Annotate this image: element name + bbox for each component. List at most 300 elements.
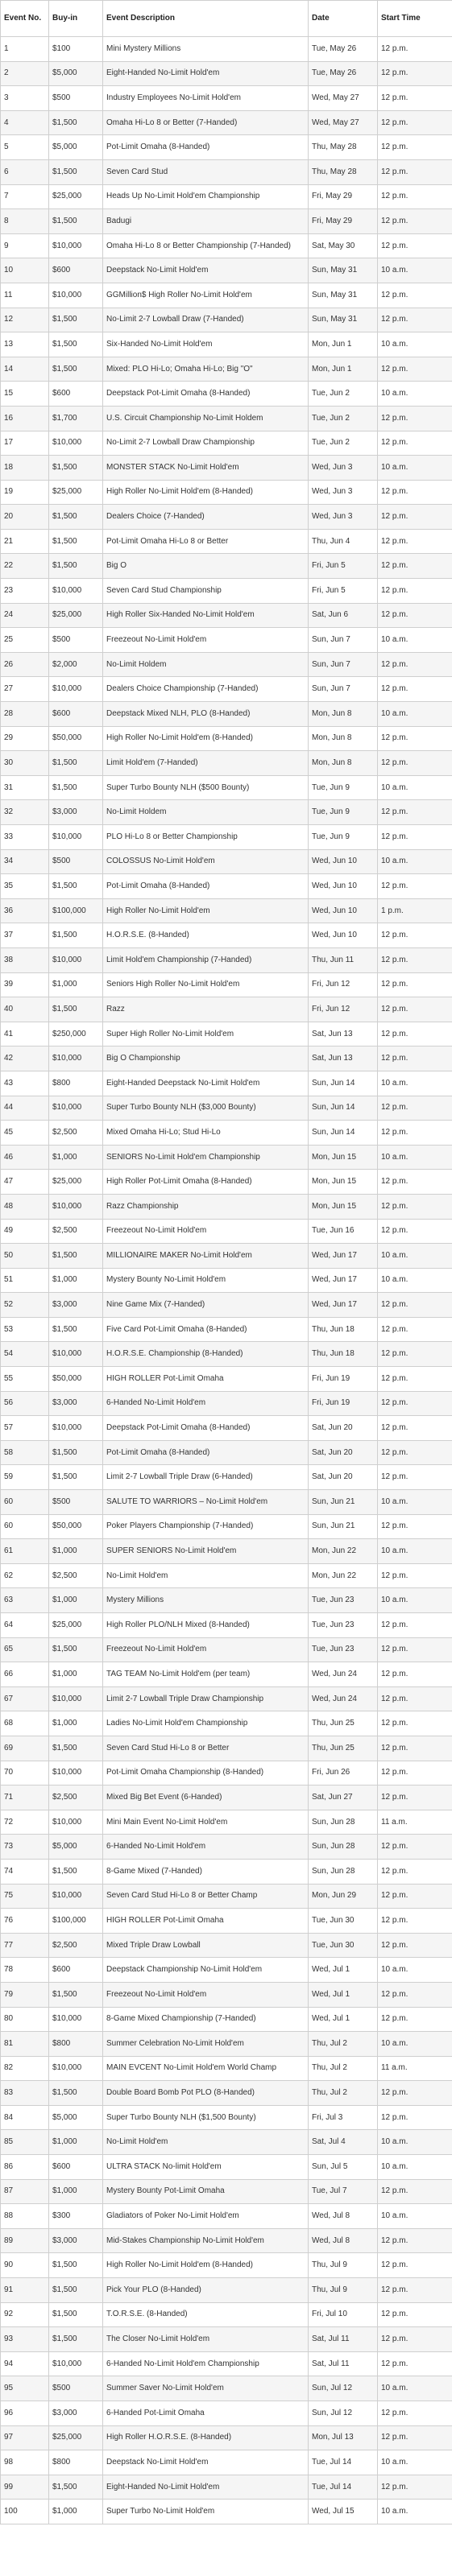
event-no-cell: 100: [1, 2500, 49, 2524]
buy-in-cell: $1,000: [49, 1662, 103, 1687]
date-cell: Mon, Jun 1: [309, 357, 378, 382]
event-description-cell: ULTRA STACK No-limit Hold'em: [103, 2155, 309, 2180]
start-time-cell: 10 a.m.: [378, 1490, 452, 1515]
event-description-cell: Deepstack Pot-Limit Omaha (8-Handed): [103, 382, 309, 407]
start-time-cell: 12 p.m.: [378, 726, 452, 751]
event-no-cell: 42: [1, 1046, 49, 1071]
event-description-cell: Super Turbo Bounty NLH ($500 Bounty): [103, 775, 309, 800]
table-row: [1, 1046, 452, 1071]
table-row: [1, 382, 452, 407]
date-cell: Tue, Jun 23: [309, 1588, 378, 1613]
table-row: [1, 1268, 452, 1293]
start-time-cell: 12 p.m.: [378, 2425, 452, 2450]
event-no-cell: 97: [1, 2425, 49, 2450]
event-no-cell: 49: [1, 1219, 49, 1244]
event-no-cell: 5: [1, 135, 49, 160]
start-time-cell: 10 a.m.: [378, 1958, 452, 1983]
date-cell: Tue, Jun 9: [309, 825, 378, 850]
table-row: [1, 1022, 452, 1046]
event-no-cell: 40: [1, 997, 49, 1022]
start-time-cell: 12 p.m.: [378, 677, 452, 702]
buy-in-cell: $1,500: [49, 1982, 103, 2007]
buy-in-cell: $3,000: [49, 2401, 103, 2426]
date-cell: Wed, Jun 3: [309, 456, 378, 481]
table-row: [1, 1958, 452, 1983]
table-row: [1, 529, 452, 554]
event-no-cell: 73: [1, 1835, 49, 1860]
date-cell: Sun, May 31: [309, 283, 378, 308]
buy-in-cell: $3,000: [49, 2228, 103, 2253]
date-cell: Tue, Jun 30: [309, 1909, 378, 1934]
date-cell: Wed, Jun 3: [309, 480, 378, 505]
buy-in-cell: $500: [49, 628, 103, 653]
event-no-cell: 74: [1, 1859, 49, 1884]
event-no-cell: 46: [1, 1145, 49, 1170]
buy-in-cell: $1,500: [49, 2081, 103, 2106]
event-no-cell: 67: [1, 1686, 49, 1711]
date-cell: Fri, Jul 10: [309, 2302, 378, 2327]
event-description-cell: Poker Players Championship (7-Handed): [103, 1514, 309, 1539]
table-row: [1, 184, 452, 209]
event-no-cell: 52: [1, 1293, 49, 1318]
table-row: [1, 2302, 452, 2327]
start-time-cell: 12 p.m.: [378, 947, 452, 972]
buy-in-cell: $1,500: [49, 159, 103, 184]
table-row: [1, 849, 452, 874]
date-cell: Mon, Jun 29: [309, 1884, 378, 1909]
event-no-cell: 1: [1, 37, 49, 62]
event-description-cell: Omaha Hi-Lo 8 or Better (7-Handed): [103, 110, 309, 135]
buy-in-cell: $1,500: [49, 2253, 103, 2278]
table-row: [1, 1736, 452, 1761]
table-row: [1, 898, 452, 923]
table-row: [1, 1293, 452, 1318]
event-no-cell: 24: [1, 603, 49, 628]
start-time-cell: 10 a.m.: [378, 1145, 452, 1170]
date-cell: Fri, May 29: [309, 209, 378, 234]
event-no-cell: 65: [1, 1637, 49, 1662]
buy-in-cell: $10,000: [49, 2351, 103, 2376]
date-cell: Thu, Jul 9: [309, 2278, 378, 2303]
date-cell: Wed, Jun 17: [309, 1293, 378, 1318]
event-description-cell: Industry Employees No-Limit Hold'em: [103, 86, 309, 111]
start-time-cell: 1 p.m.: [378, 898, 452, 923]
buy-in-cell: $1,000: [49, 1711, 103, 1736]
event-no-cell: 70: [1, 1761, 49, 1785]
start-time-cell: 10 a.m.: [378, 849, 452, 874]
start-time-cell: 12 p.m.: [378, 2278, 452, 2303]
start-time-cell: 10 a.m.: [378, 2032, 452, 2057]
buy-in-cell: $1,000: [49, 1145, 103, 1170]
event-description-cell: Deepstack Championship No-Limit Hold'em: [103, 1958, 309, 1983]
start-time-cell: 12 p.m.: [378, 61, 452, 86]
start-time-cell: 12 p.m.: [378, 431, 452, 456]
buy-in-cell: $600: [49, 382, 103, 407]
event-no-cell: 95: [1, 2376, 49, 2401]
buy-in-cell: $1,500: [49, 110, 103, 135]
table-row: [1, 554, 452, 579]
event-description-cell: Freezeout No-Limit Hold'em: [103, 628, 309, 653]
start-time-cell: 12 p.m.: [378, 233, 452, 258]
event-description-cell: Big O Championship: [103, 1046, 309, 1071]
header-date: Date: [309, 1, 378, 37]
table-row: [1, 61, 452, 86]
table-row: [1, 1071, 452, 1096]
table-row: [1, 1539, 452, 1564]
date-cell: Thu, May 28: [309, 135, 378, 160]
event-no-cell: 9: [1, 233, 49, 258]
event-description-cell: Gladiators of Poker No-Limit Hold'em: [103, 2204, 309, 2229]
event-no-cell: 63: [1, 1588, 49, 1613]
start-time-cell: 12 p.m.: [378, 2351, 452, 2376]
table-row: [1, 1096, 452, 1121]
event-no-cell: 85: [1, 2130, 49, 2155]
buy-in-cell: $25,000: [49, 1613, 103, 1638]
table-row: [1, 677, 452, 702]
event-description-cell: Big O: [103, 554, 309, 579]
start-time-cell: 12 p.m.: [378, 554, 452, 579]
event-no-cell: 32: [1, 800, 49, 825]
buy-in-cell: $1,000: [49, 2130, 103, 2155]
event-description-cell: PLO Hi-Lo 8 or Better Championship: [103, 825, 309, 850]
table-row: [1, 923, 452, 948]
date-cell: Wed, Jun 24: [309, 1662, 378, 1687]
event-description-cell: 8-Game Mixed (7-Handed): [103, 1859, 309, 1884]
buy-in-cell: $500: [49, 2376, 103, 2401]
start-time-cell: 12 p.m.: [378, 86, 452, 111]
start-time-cell: 10 a.m.: [378, 2130, 452, 2155]
event-no-cell: 61: [1, 1539, 49, 1564]
event-no-cell: 81: [1, 2032, 49, 2057]
start-time-cell: 12 p.m.: [378, 505, 452, 530]
date-cell: Mon, Jun 8: [309, 702, 378, 727]
event-no-cell: 53: [1, 1317, 49, 1342]
event-no-cell: 16: [1, 406, 49, 431]
event-no-cell: 14: [1, 357, 49, 382]
event-no-cell: 6: [1, 159, 49, 184]
table-row: [1, 1835, 452, 1860]
buy-in-cell: $100: [49, 37, 103, 62]
date-cell: Thu, Jun 18: [309, 1342, 378, 1367]
start-time-cell: 12 p.m.: [378, 1046, 452, 1071]
buy-in-cell: $1,500: [49, 529, 103, 554]
event-no-cell: 33: [1, 825, 49, 850]
event-no-cell: 72: [1, 1810, 49, 1835]
event-no-cell: 54: [1, 1342, 49, 1367]
date-cell: Fri, Jun 19: [309, 1367, 378, 1392]
buy-in-cell: $600: [49, 702, 103, 727]
event-description-cell: Super Turbo Bounty NLH ($1,500 Bounty): [103, 2105, 309, 2130]
start-time-cell: 12 p.m.: [378, 110, 452, 135]
date-cell: Tue, Jul 7: [309, 2179, 378, 2204]
start-time-cell: 12 p.m.: [378, 1884, 452, 1909]
date-cell: Fri, Jun 5: [309, 579, 378, 604]
event-description-cell: Freezeout No-Limit Hold'em: [103, 1219, 309, 1244]
start-time-cell: 12 p.m.: [378, 997, 452, 1022]
table-row: [1, 1859, 452, 1884]
start-time-cell: 12 p.m.: [378, 406, 452, 431]
start-time-cell: 12 p.m.: [378, 1711, 452, 1736]
buy-in-cell: $10,000: [49, 1686, 103, 1711]
event-description-cell: Omaha Hi-Lo 8 or Better Championship (7-Handed): [103, 233, 309, 258]
buy-in-cell: $500: [49, 1490, 103, 1515]
table-row: [1, 1982, 452, 2007]
event-description-cell: Freezeout No-Limit Hold'em: [103, 1637, 309, 1662]
start-time-cell: 12 p.m.: [378, 1736, 452, 1761]
event-no-cell: 90: [1, 2253, 49, 2278]
event-description-cell: Seven Card Stud: [103, 159, 309, 184]
event-no-cell: 59: [1, 1465, 49, 1490]
table-row: [1, 1416, 452, 1441]
start-time-cell: 11 a.m.: [378, 1810, 452, 1835]
date-cell: Tue, Jul 14: [309, 2450, 378, 2475]
date-cell: Wed, Jul 1: [309, 1958, 378, 1983]
start-time-cell: 12 p.m.: [378, 800, 452, 825]
event-description-cell: High Roller No-Limit Hold'em: [103, 898, 309, 923]
table-row: [1, 947, 452, 972]
table-row: [1, 702, 452, 727]
date-cell: Mon, Jun 1: [309, 332, 378, 357]
start-time-cell: 10 a.m.: [378, 702, 452, 727]
event-no-cell: 71: [1, 1785, 49, 1810]
event-no-cell: 87: [1, 2179, 49, 2204]
buy-in-cell: $2,500: [49, 1121, 103, 1146]
buy-in-cell: $3,000: [49, 1293, 103, 1318]
event-no-cell: 57: [1, 1416, 49, 1441]
event-description-cell: 6-Handed No-Limit Hold'em: [103, 1391, 309, 1416]
date-cell: Sun, Jun 14: [309, 1096, 378, 1121]
table-row: [1, 726, 452, 751]
event-description-cell: The Closer No-Limit Hold'em: [103, 2327, 309, 2352]
start-time-cell: 12 p.m.: [378, 1982, 452, 2007]
buy-in-cell: $1,000: [49, 2179, 103, 2204]
buy-in-cell: $600: [49, 258, 103, 283]
event-description-cell: SALUTE TO WARRIORS – No-Limit Hold'em: [103, 1490, 309, 1515]
table-row: [1, 2425, 452, 2450]
table-row: [1, 1686, 452, 1711]
start-time-cell: 12 p.m.: [378, 1293, 452, 1318]
table-row: [1, 775, 452, 800]
event-no-cell: 69: [1, 1736, 49, 1761]
table-row: [1, 1711, 452, 1736]
event-description-cell: Deepstack No-Limit Hold'em: [103, 2450, 309, 2475]
buy-in-cell: $1,500: [49, 1736, 103, 1761]
table-body: [1, 37, 452, 2524]
start-time-cell: 10 a.m.: [378, 382, 452, 407]
start-time-cell: 12 p.m.: [378, 308, 452, 332]
buy-in-cell: $25,000: [49, 480, 103, 505]
buy-in-cell: $1,500: [49, 1317, 103, 1342]
event-description-cell: Mixed: PLO Hi-Lo; Omaha Hi-Lo; Big "O": [103, 357, 309, 382]
date-cell: Sun, Jun 7: [309, 628, 378, 653]
buy-in-cell: $1,500: [49, 209, 103, 234]
table-row: [1, 1342, 452, 1367]
table-row: [1, 1514, 452, 1539]
start-time-cell: 12 p.m.: [378, 1637, 452, 1662]
date-cell: Wed, Jun 24: [309, 1686, 378, 1711]
table-row: [1, 603, 452, 628]
start-time-cell: 12 p.m.: [378, 1416, 452, 1441]
table-row: [1, 308, 452, 332]
event-no-cell: 36: [1, 898, 49, 923]
event-no-cell: 4: [1, 110, 49, 135]
event-no-cell: 48: [1, 1194, 49, 1219]
table-row: [1, 800, 452, 825]
date-cell: Fri, Jun 12: [309, 972, 378, 997]
event-no-cell: 10: [1, 258, 49, 283]
start-time-cell: 12 p.m.: [378, 1563, 452, 1588]
buy-in-cell: $1,500: [49, 1637, 103, 1662]
table-row: [1, 2081, 452, 2106]
date-cell: Mon, Jun 8: [309, 751, 378, 776]
start-time-cell: 12 p.m.: [378, 2081, 452, 2106]
event-description-cell: Eight-Handed No-Limit Hold'em: [103, 61, 309, 86]
date-cell: Sat, Jul 4: [309, 2130, 378, 2155]
table-row: [1, 456, 452, 481]
buy-in-cell: $10,000: [49, 1342, 103, 1367]
start-time-cell: 12 p.m.: [378, 159, 452, 184]
event-no-cell: 96: [1, 2401, 49, 2426]
start-time-cell: 10 a.m.: [378, 2155, 452, 2180]
table-row: [1, 357, 452, 382]
buy-in-cell: $2,500: [49, 1563, 103, 1588]
start-time-cell: 12 p.m.: [378, 184, 452, 209]
buy-in-cell: $10,000: [49, 1416, 103, 1441]
table-row: [1, 2475, 452, 2500]
buy-in-cell: $5,000: [49, 135, 103, 160]
buy-in-cell: $1,500: [49, 874, 103, 899]
start-time-cell: 12 p.m.: [378, 1785, 452, 1810]
start-time-cell: 10 a.m.: [378, 775, 452, 800]
event-no-cell: 79: [1, 1982, 49, 2007]
start-time-cell: 12 p.m.: [378, 1367, 452, 1392]
table-row: [1, 1933, 452, 1958]
event-no-cell: 19: [1, 480, 49, 505]
date-cell: Thu, Jun 18: [309, 1317, 378, 1342]
date-cell: Wed, Jun 10: [309, 849, 378, 874]
event-description-cell: Mid-Stakes Championship No-Limit Hold'em: [103, 2228, 309, 2253]
table-row: [1, 1194, 452, 1219]
event-no-cell: 78: [1, 1958, 49, 1983]
table-row: [1, 874, 452, 899]
event-no-cell: 82: [1, 2056, 49, 2081]
date-cell: Wed, Jul 8: [309, 2228, 378, 2253]
buy-in-cell: $1,000: [49, 972, 103, 997]
table-row: [1, 825, 452, 850]
event-no-cell: 34: [1, 849, 49, 874]
start-time-cell: 12 p.m.: [378, 1613, 452, 1638]
date-cell: Tue, Jun 16: [309, 1219, 378, 1244]
event-no-cell: 41: [1, 1022, 49, 1046]
date-cell: Sun, May 31: [309, 308, 378, 332]
buy-in-cell: $1,500: [49, 1859, 103, 1884]
start-time-cell: 12 p.m.: [378, 1440, 452, 1465]
date-cell: Sun, Jun 14: [309, 1121, 378, 1146]
table-row: [1, 1219, 452, 1244]
buy-in-cell: $800: [49, 1071, 103, 1096]
event-no-cell: 18: [1, 456, 49, 481]
event-description-cell: Dealers Choice (7-Handed): [103, 505, 309, 530]
event-no-cell: 83: [1, 2081, 49, 2106]
event-description-cell: T.O.R.S.E. (8-Handed): [103, 2302, 309, 2327]
start-time-cell: 12 p.m.: [378, 825, 452, 850]
event-no-cell: 80: [1, 2007, 49, 2032]
table-row: [1, 2204, 452, 2229]
event-description-cell: High Roller No-Limit Hold'em (8-Handed): [103, 2253, 309, 2278]
buy-in-cell: $1,500: [49, 554, 103, 579]
start-time-cell: 12 p.m.: [378, 2401, 452, 2426]
buy-in-cell: $1,500: [49, 1244, 103, 1269]
date-cell: Sat, Jul 11: [309, 2327, 378, 2352]
date-cell: Sat, Jun 20: [309, 1416, 378, 1441]
table-row: [1, 972, 452, 997]
date-cell: Thu, Jul 2: [309, 2032, 378, 2057]
event-no-cell: 29: [1, 726, 49, 751]
table-row: [1, 1391, 452, 1416]
buy-in-cell: $1,500: [49, 2327, 103, 2352]
table-row: [1, 2253, 452, 2278]
date-cell: Tue, Jun 9: [309, 800, 378, 825]
event-no-cell: 56: [1, 1391, 49, 1416]
table-row: [1, 431, 452, 456]
date-cell: Thu, Jul 2: [309, 2056, 378, 2081]
date-cell: Mon, Jun 15: [309, 1194, 378, 1219]
header-start-time: Start Time: [378, 1, 452, 37]
buy-in-cell: $1,000: [49, 1588, 103, 1613]
start-time-cell: 12 p.m.: [378, 1391, 452, 1416]
date-cell: Mon, Jun 15: [309, 1170, 378, 1195]
table-row: [1, 1909, 452, 1934]
buy-in-cell: $50,000: [49, 726, 103, 751]
date-cell: Sun, Jul 12: [309, 2401, 378, 2426]
start-time-cell: 12 p.m.: [378, 1909, 452, 1934]
event-description-cell: Mystery Bounty No-Limit Hold'em: [103, 1268, 309, 1293]
event-description-cell: No-Limit Holdem: [103, 652, 309, 677]
table-row: [1, 258, 452, 283]
buy-in-cell: $3,000: [49, 800, 103, 825]
table-row: [1, 1121, 452, 1146]
buy-in-cell: $10,000: [49, 431, 103, 456]
table-row: [1, 1613, 452, 1638]
table-row: [1, 1884, 452, 1909]
date-cell: Wed, Jun 3: [309, 505, 378, 530]
buy-in-cell: $1,700: [49, 406, 103, 431]
buy-in-cell: $1,500: [49, 332, 103, 357]
buy-in-cell: $1,000: [49, 1539, 103, 1564]
event-no-cell: 30: [1, 751, 49, 776]
event-no-cell: 8: [1, 209, 49, 234]
event-no-cell: 12: [1, 308, 49, 332]
start-time-cell: 10 a.m.: [378, 1071, 452, 1096]
date-cell: Thu, Jun 25: [309, 1711, 378, 1736]
table-row: [1, 2401, 452, 2426]
date-cell: Sun, Jun 28: [309, 1810, 378, 1835]
date-cell: Tue, Jun 2: [309, 431, 378, 456]
event-description-cell: No-Limit 2-7 Lowball Draw Championship: [103, 431, 309, 456]
start-time-cell: 12 p.m.: [378, 1194, 452, 1219]
event-description-cell: Seven Card Stud Hi-Lo 8 or Better: [103, 1736, 309, 1761]
event-description-cell: 6-Handed No-Limit Hold'em Championship: [103, 2351, 309, 2376]
header-row: [1, 1, 452, 37]
event-no-cell: 62: [1, 1563, 49, 1588]
buy-in-cell: $50,000: [49, 1514, 103, 1539]
event-description-cell: Super Turbo No-Limit Hold'em: [103, 2500, 309, 2524]
start-time-cell: 12 p.m.: [378, 1219, 452, 1244]
start-time-cell: 12 p.m.: [378, 135, 452, 160]
event-no-cell: 21: [1, 529, 49, 554]
event-description-cell: Eight-Handed Deepstack No-Limit Hold'em: [103, 1071, 309, 1096]
event-description-cell: Pot-Limit Omaha Championship (8-Handed): [103, 1761, 309, 1785]
